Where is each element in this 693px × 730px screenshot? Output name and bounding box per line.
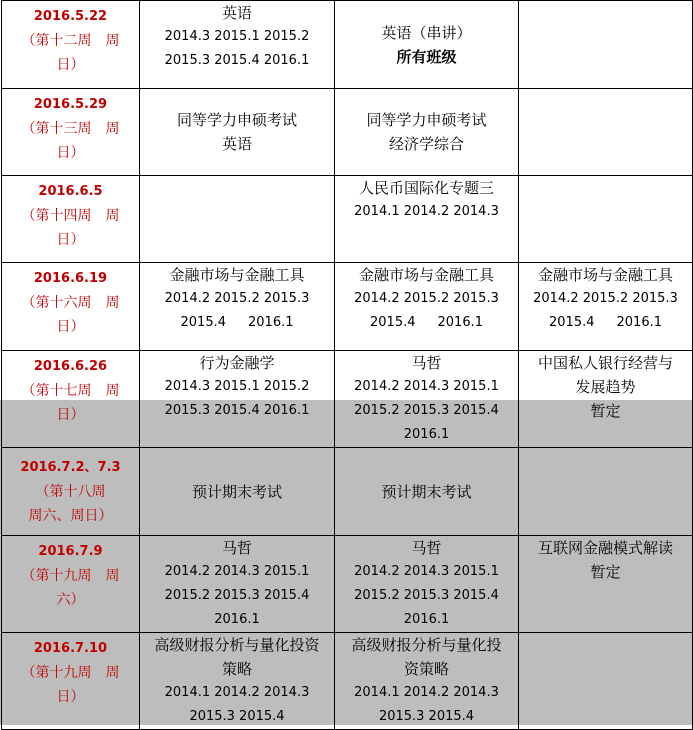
course-cell: 金融市场与金融工具 2014.2 2015.2 2015.3 2015.4 2016.1: [519, 263, 693, 351]
course-cell: 马哲 2014.2 2014.3 2015.1 2015.2 2015.3 2015.4 2016.1: [335, 351, 519, 448]
table-row: [2, 176, 693, 263]
course-cell: 高级财报分析与量化投 资策略 2014.1 2014.2 2014.3 2015.3 2015.4: [335, 633, 519, 730]
date-cell: 2016.6.26 （第十七周 周 日）: [2, 351, 140, 448]
empty-cell: [140, 176, 335, 263]
table-row: [2, 263, 693, 351]
course-cell: 预计期末考试: [335, 448, 519, 536]
course-cell: 同等学力申硕考试 经济学综合: [335, 89, 519, 176]
table-row: [2, 536, 693, 633]
course-cell: 马哲 2014.2 2014.3 2015.1 2015.2 2015.3 2015.4 2016.1: [335, 536, 519, 633]
date-cell: 2016.7.10 （第十九周 周 日）: [2, 633, 140, 730]
course-cell: 行为金融学 2014.3 2015.1 2015.2 2015.3 2015.4 2016.1: [140, 351, 335, 448]
course-cell: 马哲 2014.2 2014.3 2015.1 2015.2 2015.3 2015.4 2016.1: [140, 536, 335, 633]
empty-cell: [519, 448, 693, 536]
date-cell: 2016.7.2、7.3 （第十八周 周六、周日）: [2, 448, 140, 536]
empty-cell: [519, 633, 693, 730]
course-cell: 金融市场与金融工具 2014.2 2015.2 2015.3 2015.4 2016.1: [140, 263, 335, 351]
course-cell: 英语 2014.3 2015.1 2015.2 2015.3 2015.4 2016.1: [140, 1, 335, 89]
schedule-table: [1, 0, 693, 730]
course-cell: 人民币国际化专题三 2014.1 2014.2 2014.3: [335, 176, 519, 263]
date-cell: 2016.5.29 （第十三周 周 日）: [2, 89, 140, 176]
date-cell: 2016.6.19 （第十六周 周 日）: [2, 263, 140, 351]
date-cell: 2016.6.5 （第十四周 周 日）: [2, 176, 140, 263]
table-row: [2, 1, 693, 89]
course-cell: 英语（串讲） 所有班级: [335, 1, 519, 89]
course-cell: 中国私人银行经营与 发展趋势 暂定: [519, 351, 693, 448]
table-row: [2, 89, 693, 176]
course-cell: 预计期末考试: [140, 448, 335, 536]
date-cell: 2016.7.9 （第十九周 周 六）: [2, 536, 140, 633]
table-row: [2, 351, 693, 448]
course-cell: 互联网金融模式解读 暂定: [519, 536, 693, 633]
empty-cell: [519, 176, 693, 263]
course-cell: 高级财报分析与量化投资 策略 2014.1 2014.2 2014.3 2015.3 2015.4: [140, 633, 335, 730]
table-row: [2, 448, 693, 536]
empty-cell: [519, 89, 693, 176]
course-cell: 金融市场与金融工具 2014.2 2015.2 2015.3 2015.4 2016.1: [335, 263, 519, 351]
table-row: [2, 633, 693, 730]
course-cell: 同等学力申硕考试 英语: [140, 89, 335, 176]
empty-cell: [519, 1, 693, 89]
date-cell: 2016.5.22 （第十二周 周 日）: [2, 1, 140, 89]
